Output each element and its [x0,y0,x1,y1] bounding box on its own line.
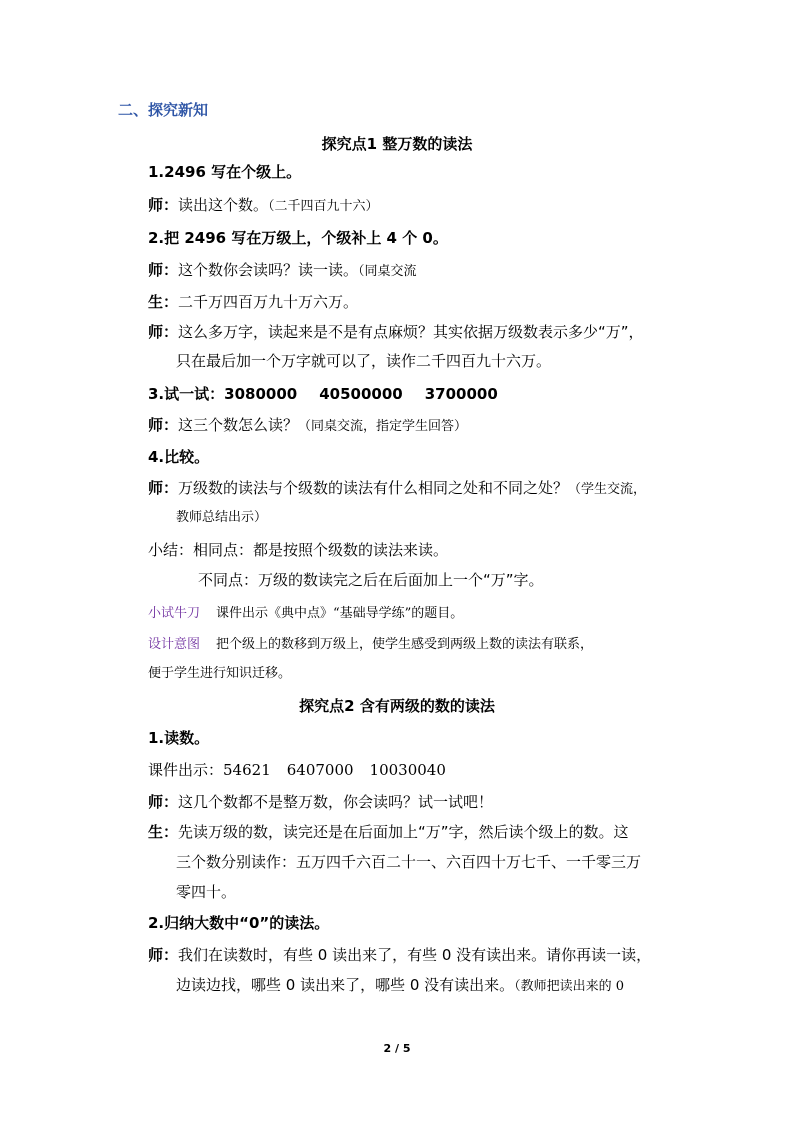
part1-line2 [148,260,417,282]
line-text: 课件出示《典中点》“基础导学练”的题目。 [216,606,464,621]
section-heading: 二、探究新知 [118,101,209,119]
part2-line3a [148,945,651,965]
line-text: 这几个数都不是整万数，你会读吗？试一试吧！ [178,793,494,811]
part2-item1: 1.读数。 [148,729,210,747]
part2-item2: 2.归纳大数中“0”的读法。 [148,914,330,932]
practice-line [148,602,463,624]
page-number: 2 / 5 [383,1042,411,1055]
speaker-label: 师： [148,479,179,497]
speaker-label: 师： [148,196,179,214]
number-value: 3080000 [224,385,298,403]
part2-line2a [148,822,629,842]
line-text: 我们在读数时，有些 0 读出来了，有些 0 没有读出来。请你再读一读， [178,946,652,964]
summary-diff: 不同点：万级的数读完之后在后面加上一个“万”字。 [198,571,544,589]
speaker-label: 师： [148,793,179,811]
summary-same [148,540,448,560]
speaker-label: 师： [148,946,179,964]
courseware-line [148,760,446,780]
speaker-label: 生： [148,823,179,841]
part1-line4a [148,322,644,342]
part1-item2: 2.把 2496 写在万级上，个级补上 4 个 0。 [148,229,448,247]
number-value: 3700000 [424,385,498,403]
speaker-label: 师： [148,323,179,341]
design-tag: 设计意图 [148,637,201,652]
number-value: 6407000 [286,761,354,779]
speaker-label: 师： [148,261,179,279]
part2-line2c: 零四十。 [176,883,237,901]
part2-line2b: 三个数分别读作：五万四千六百二十一、六百四十万七千、一千零三万 [176,853,642,871]
practice-tag: 小试牛刀 [148,606,201,621]
line-text: 边读边找，哪些 0 读出来了，哪些 0 没有读出来。 [176,976,515,994]
design-line-b: 便于学生进行知识迁移。 [148,666,292,681]
design-line-a [148,633,593,655]
part1-line1 [148,195,379,217]
part2-title: 探究点2 含有两级的数的读法 [299,697,495,715]
part2-line1 [148,792,493,812]
part1-line6a [148,478,646,500]
part1-title: 探究点1 整万数的读法 [321,135,473,153]
line-text: 二千万四百万九十万六万。 [178,293,359,311]
item3-label: 3.试一试： [148,385,225,403]
line-text: 把个级上的数移到万级上，使学生感受到两级上数的读法有联系， [216,637,594,652]
line-text: 这个数你会读吗？读一读。 [178,261,359,279]
line-note: （同桌交流，指定学生回答） [298,419,468,434]
line-text: 相同点：都是按照个级数的读法来读。 [193,541,449,559]
part1-item4: 4.比较。 [148,448,210,466]
summary-label: 小结： [148,541,194,559]
line-note: （教师把读出来的 0 [514,979,625,994]
line-text: 先读万级的数，读完还是在后面加上“万”字，然后读个级上的数。这 [178,823,629,841]
number-value: 10030040 [369,761,446,779]
part2-line3b [176,975,624,997]
line-text: 这么多万字，读起来是不是有点麻烦？其实依据万级数表示多少“万”， [178,323,644,341]
speaker-label: 生： [148,293,179,311]
line-text: 读出这个数。 [178,196,269,214]
part1-line5 [148,415,467,437]
line-text: 万级数的读法与个级数的读法有什么相同之处和不同之处？ [178,479,569,497]
line-note: （二千四百九十六） [268,199,379,214]
number-value: 40500000 [319,385,403,403]
line-text: 这三个数怎么读？ [178,416,299,434]
part1-item1: 1.2496 写在个级上。 [148,163,302,181]
number-value: 54621 [223,761,271,779]
part1-line6b: 教师总结出示） [176,510,268,525]
part1-line4b: 只在最后加一个万字就可以了，读作二千四百九十六万。 [176,352,552,370]
courseware-label: 课件出示： [148,761,224,779]
line-note: （学生交流， [568,482,647,497]
part1-line3 [148,292,358,312]
line-note: （同桌交流 [358,264,417,279]
speaker-label: 师： [148,416,179,434]
part1-item3 [148,384,498,404]
